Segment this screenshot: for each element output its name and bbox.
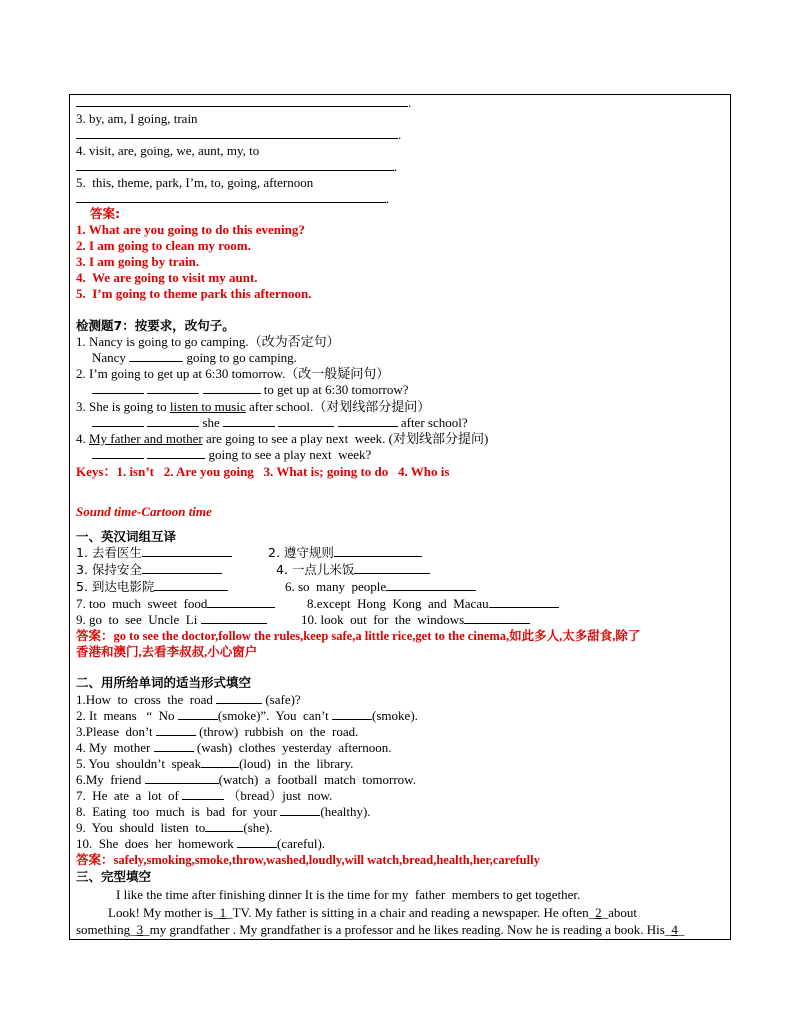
part2-item-3: 3.Please don’t (throw) rubbish on the road.: [76, 724, 359, 739]
part2-item-6: 6.My friend (watch) a football match tomorrow.: [76, 772, 416, 787]
part2-answer: 答案：safely,smoking,smoke,throw,washed,loudly,will watch,bread,health,her,carefully: [76, 853, 540, 867]
answer-line-top: .: [76, 95, 411, 111]
part2-item-9: 9. You should listen to (she).: [76, 820, 273, 835]
part1-answer-line-1: 答案：go to see the doctor,follow the rules,keep safe,a little rice,get to the cinema,如此多人,太多甜食,除了: [76, 629, 641, 643]
part1-item-5: 5. 到达电影院: [76, 579, 228, 595]
test7-heading: 检测题7：按要求，改句子。: [76, 318, 235, 333]
part2-item-5: 5. You shouldn’t speak (loud) in the library.: [76, 756, 354, 771]
test7-q3: 3. She is going to listen to music after school.（对划线部分提问）: [76, 399, 431, 414]
answer-heading: 答案:: [90, 206, 120, 221]
part1-item-8: 8.except Hong Kong and Macau: [307, 596, 559, 612]
answer-line-5: .: [76, 191, 389, 207]
part2-heading: 二、用所给单词的适当形式填空: [76, 675, 252, 690]
part2-item-2: 2. It means “ No (smoke)”. You can’t (smoke).: [76, 708, 418, 723]
question-3: 3. by, am, I going, train: [76, 111, 198, 126]
section-title: Sound time-Cartoon time: [76, 504, 212, 519]
answer-5: 5. I’m going to theme park this afternoon.: [76, 286, 312, 301]
answer-line-3: .: [76, 127, 401, 143]
part1-item-2: 2. 遵守规则: [268, 545, 422, 561]
answer-1: 1. What are you going to do this evening?: [76, 222, 305, 237]
part3-para-1: I like the time after finishing dinner It is the time for my father members to get together.: [116, 887, 581, 902]
part1-answer-line-2: 香港和澳门,去看李叔叔,小心窗户: [76, 645, 258, 659]
test7-q3-answer: she after school?: [92, 415, 468, 431]
part1-item-6: 6. so many people: [285, 579, 476, 595]
answer-4: 4. We are going to visit my aunt.: [76, 270, 258, 285]
part1-item-4: 4. 一点儿米饭: [276, 562, 430, 578]
test7-q2: 2. I’m going to get up at 6:30 tomorrow.（改一般疑问句）: [76, 366, 390, 381]
part1-item-7: 7. too much sweet food: [76, 596, 275, 612]
part1-item-9: 9. go to see Uncle Li: [76, 612, 267, 628]
part2-item-4: 4. My mother (wash) clothes yesterday afternoon.: [76, 740, 392, 755]
part2-item-1: 1.How to cross the road (safe)?: [76, 692, 301, 707]
part2-item-10: 10. She does her homework (careful).: [76, 836, 326, 851]
test7-q1: 1. Nancy is going to go camping.（改为否定句）: [76, 334, 340, 349]
part3-para-3: something_3_my grandfather . My grandfather is a professor and he likes reading. Now he is reading a book. His_4_: [76, 922, 685, 937]
part2-item-7: 7. He ate a lot of （bread）just now.: [76, 788, 333, 803]
answer-3: 3. I am going by train.: [76, 254, 200, 269]
test7-q1-answer: Nancy going to go camping.: [92, 350, 297, 365]
test7-q2-answer: to get up at 6:30 tomorrow?: [92, 382, 409, 398]
part1-heading: 一、英汉词组互译: [76, 529, 177, 544]
part2-item-8: 8. Eating too much is bad for your (healthy).: [76, 804, 371, 819]
question-5: 5. this, theme, park, I’m, to, going, afternoon: [76, 175, 314, 190]
part3-para-2: Look! My mother is_1_TV. My father is sitting in a chair and reading a newspaper. He often_2_about: [108, 905, 638, 920]
answer-2: 2. I am going to clean my room.: [76, 238, 251, 253]
part1-item-1: 1. 去看医生: [76, 545, 232, 561]
question-4: 4. visit, are, going, we, aunt, my, to: [76, 143, 260, 158]
answer-line-4: .: [76, 159, 397, 175]
part1-item-10: 10. look out for the windows: [301, 612, 530, 628]
test7-q4-answer: going to see a play next week?: [92, 447, 371, 463]
test7-q4: 4. My father and mother are going to see a play next week. (对划线部分提问): [76, 431, 489, 446]
part3-heading: 三、完型填空: [76, 869, 152, 884]
part1-item-3: 3. 保持安全: [76, 562, 222, 578]
test7-keys: Keys：1. isn’t 2. Are you going 3. What is; going to do 4. Who is: [76, 464, 450, 479]
